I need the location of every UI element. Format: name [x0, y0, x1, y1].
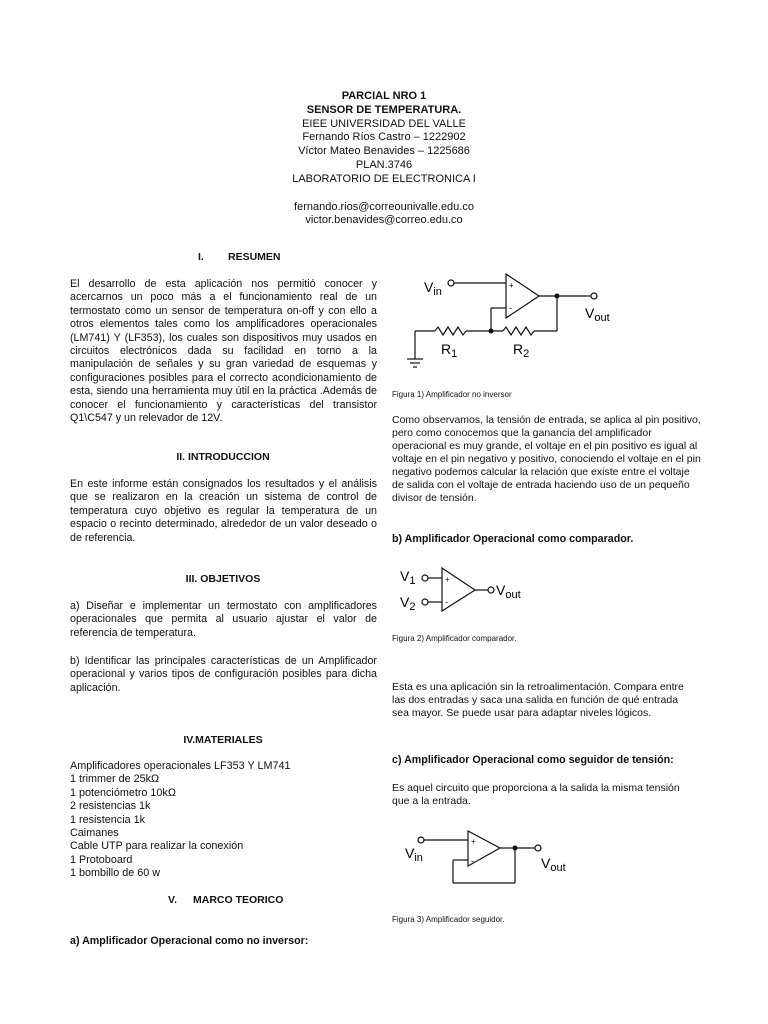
- vout-label: $V_{out}$: [585, 305, 610, 324]
- plus-sign: +: [471, 837, 476, 846]
- plus-sign: +: [445, 575, 450, 584]
- marco-number: V.: [168, 894, 177, 906]
- objetivo-b: b) Identificar las principales características de un Amplificador operacional y varios tipos de configuración posibles para dicha aplicación.: [70, 655, 377, 694]
- vout-label: $V_{out}$: [496, 582, 521, 601]
- list-item: 2 resistencias 1k: [70, 800, 151, 813]
- email-2: victor.benavides@correo.edu.co: [305, 214, 463, 227]
- introduccion-heading: II. INTRODUCCION: [176, 451, 270, 463]
- paper-title: PARCIAL NRO 1: [341, 90, 427, 102]
- r1-label: $R_1$: [441, 341, 458, 360]
- list-item: 1 Protoboard: [70, 853, 133, 866]
- list-item: 1 trimmer de 25kΩ: [70, 773, 160, 786]
- lab-name: LABORATORIO DE ELECTRONICA I: [292, 172, 476, 185]
- minus-sign: -: [471, 856, 474, 866]
- minus-sign: -: [509, 303, 512, 313]
- v1-label: $V_1$: [400, 568, 416, 587]
- r2-label: $R_2$: [513, 341, 530, 360]
- figure-1-text: Como observamos, la tensión de entrada, se aplica al pin positivo, pero como conocemos que la ganancia del amplificador operacional es muy grande, el voltaje en el pin positivo es igual al voltaje en el pin negativo y positivo, conociendo el voltaje en el pin negativo podemos calcular la relación que existe entre el voltaje de salida con el voltaje de entrada haciendo uso de un pequeño divisor de tensión.: [392, 414, 701, 504]
- paper-header: [0, 90, 768, 228]
- figure-2-caption: Figura 2) Amplificador comparador.: [392, 634, 517, 643]
- plus-sign: +: [509, 281, 514, 290]
- list-item: 1 potenciómetro 10kΩ: [70, 786, 176, 799]
- subsection-a-heading: a) Amplificador Operacional como no inversor:: [70, 935, 309, 947]
- subsection-c-text: Es aquel circuito que proporciona a la salida la misma tensión que a la entrada.: [392, 782, 680, 807]
- objetivo-a: a) Diseñar e implementar un termostato con amplificadores operacionales que permita al usuario ajustar el valor de referencia de temperatura.: [70, 600, 377, 639]
- materiales-heading: IV.MATERIALES: [183, 734, 263, 746]
- vin-label: $V_{in}$: [405, 845, 423, 864]
- objetivos-heading: III. OBJETIVOS: [185, 573, 261, 585]
- v2-label: $V_2$: [400, 594, 416, 613]
- minus-sign: -: [445, 597, 448, 607]
- list-item: 1 bombillo de 60 w: [70, 867, 161, 880]
- resumen-number: I.: [198, 251, 204, 263]
- resumen-title: RESUMEN: [228, 251, 281, 263]
- author-1: Fernando Ríos Castro – 1222902: [302, 131, 466, 144]
- introduccion-text: En este informe están consignados los resultados y el análisis que se realizaron en la creación un sistema de control de temperatura cuyo objetivo es regular la temperatura de un espacio o recinto determinado, alrededor de un valor deseado o de referencia.: [70, 478, 377, 544]
- figure-3-caption: Figura 3) Amplificador seguidor.: [392, 915, 505, 924]
- list-item: Caimanes: [70, 827, 119, 840]
- materiales-list: [70, 760, 380, 881]
- plan: PLAN.3746: [355, 158, 413, 171]
- figure-1-circuit: [395, 268, 620, 378]
- figure-2-circuit: [395, 563, 535, 617]
- vout-label: $V_{out}$: [541, 855, 566, 874]
- subsection-c-heading: c) Amplificador Operacional como seguidor de tensión:: [392, 754, 674, 766]
- marco-title: MARCO TEORICO: [193, 894, 284, 906]
- figure-1-caption: Figura 1) Amplificador no inversor: [392, 390, 512, 399]
- resumen-text: El desarrollo de esta aplicación nos permitió conocer y acercarnos un poco más a el funcionamiento real de un termostato como un sensor de temperatura on-off y con ello a otros elementos tales como los amplificadores operacionales (LM741) Y (LF353), los cuales son dispositivos muy usados en circuitos electrónicos dada su facilidad en torno a la manipulación de señales y su gran variedad de esquemas y configuraciones posibles para el correcto acondicionamiento de esta, siendo una herramienta muy útil en la práctica .Además de conocer el funcionamiento y características del transistor Q1\C547 y un relevador de 12V.: [70, 278, 377, 425]
- list-item: Amplificadores operacionales LF353 Y LM741: [70, 760, 291, 772]
- university: EIEE UNIVERSIDAD DEL VALLE: [302, 117, 466, 130]
- vin-label: $V_{in}$: [424, 279, 442, 298]
- figure-3-circuit: [395, 826, 585, 888]
- author-2: Víctor Mateo Benavides – 1225686: [298, 145, 470, 158]
- paper-subtitle: SENSOR DE TEMPERATURA.: [306, 103, 462, 116]
- list-item: 1 resistencia 1k: [70, 813, 146, 826]
- list-item: Cable UTP para realizar la conexión: [70, 840, 244, 853]
- subsection-b-heading: b) Amplificador Operacional como comparador.: [392, 533, 634, 545]
- email-1: fernando.rios@correounivalle.edu.co: [294, 200, 474, 213]
- figure-2-text: Esta es una aplicación sin la retroalimentación. Compara entre las dos entradas y saca una salida en función de qué entrada sea mayor. Se puede usar para adaptar niveles lógicos.: [392, 681, 684, 719]
